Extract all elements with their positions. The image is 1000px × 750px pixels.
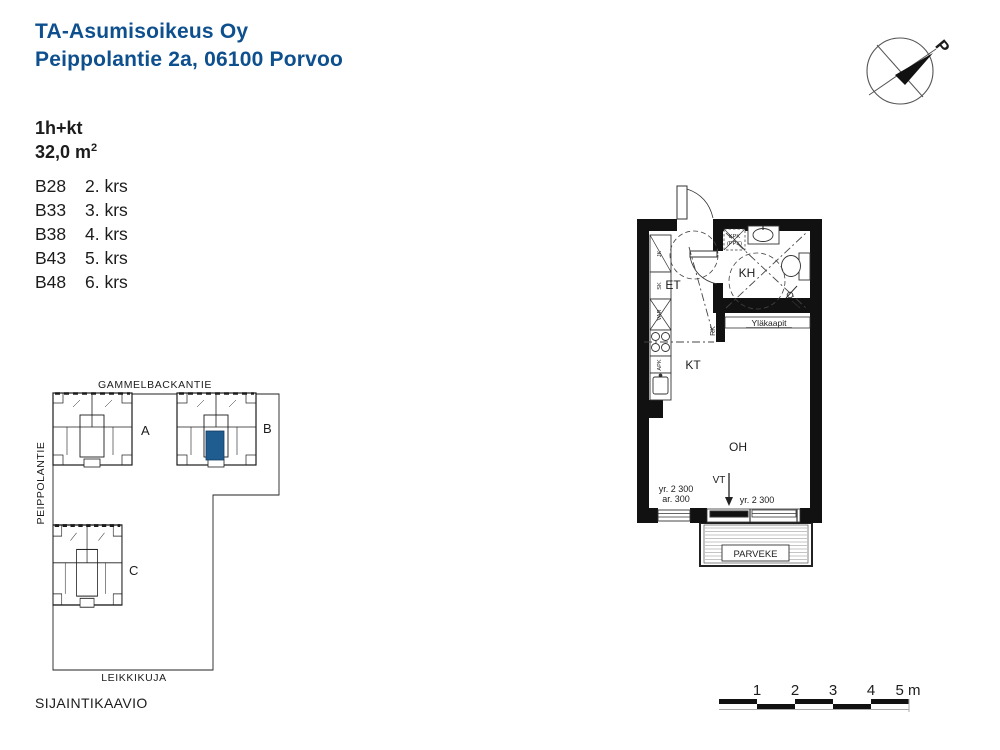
building-c-footprint	[53, 525, 122, 607]
building-b-label: B	[263, 421, 272, 436]
north-label: P	[931, 36, 954, 58]
room-label-et: ET	[665, 278, 681, 292]
unit-code: B28	[35, 176, 67, 196]
document-title	[35, 18, 343, 74]
site-plan-caption: SIJAINTIKAAVIO	[35, 695, 148, 711]
scale-bar	[700, 668, 935, 728]
unit-code: B38	[35, 224, 67, 244]
floor-plan	[620, 175, 840, 575]
building-a-footprint	[53, 393, 132, 467]
scale-tick-1: 1	[752, 682, 762, 699]
balcony-door-dim: yr. 2 300	[739, 495, 775, 505]
unit-list	[35, 174, 128, 294]
company-name: TA-Asumisoikeus Oy	[35, 20, 249, 43]
upper-cabinets-label: Yläkaapit	[751, 318, 787, 328]
street-left-label: PEIPPOLANTIE	[35, 441, 47, 525]
balcony-label: PARVEKE	[733, 549, 778, 560]
apartment-type: 1h+kt	[35, 118, 83, 138]
dishwasher-label: APK	[657, 359, 663, 371]
highlighted-unit	[206, 431, 224, 460]
area-exponent: 2	[91, 142, 98, 154]
unit-floor: 4. krs	[85, 224, 128, 244]
upper-cabinets	[725, 317, 810, 328]
escape-route-label: VT	[712, 475, 726, 486]
unit-code: B33	[35, 200, 67, 220]
unit-row	[35, 270, 128, 294]
window-head-dim: yr. 2 300	[658, 484, 694, 494]
electrical-panel-label: RK	[710, 326, 717, 336]
scale-tick-5: 5 m	[895, 682, 921, 699]
balcony	[700, 523, 812, 566]
scale-tick-2: 2	[790, 682, 800, 699]
north-arrow-icon	[855, 15, 975, 125]
unit-code: B48	[35, 272, 67, 292]
windows	[658, 509, 800, 522]
cabinet-label: SK	[657, 282, 663, 290]
ppk-label: (PPK)	[727, 241, 742, 247]
site-plan	[25, 370, 295, 695]
unit-row	[35, 174, 128, 198]
escape-route-arrow	[725, 473, 733, 506]
scale-tick-3: 3	[828, 682, 838, 699]
reservation-label: VAR	[657, 309, 663, 321]
apartment-area: 32,0 $m^2$	[35, 142, 98, 162]
unit-floor: 5. krs	[85, 248, 128, 268]
unit-floor: 6. krs	[85, 272, 128, 292]
street-bottom-label: LEIKKIKUJA	[101, 672, 167, 684]
kpk-label: KPK	[728, 234, 741, 240]
unit-row	[35, 222, 128, 246]
fridge-label: JK	[657, 250, 663, 258]
unit-row	[35, 198, 128, 222]
room-label-kt: KT	[685, 358, 701, 372]
room-label-kh: KH	[738, 266, 756, 280]
building-c-label: C	[129, 563, 139, 578]
unit-code: B43	[35, 248, 67, 268]
address-line: Peippolantie 2a, 06100 Porvoo	[35, 48, 344, 71]
unit-row	[35, 246, 128, 270]
unit-floor: 2. krs	[85, 176, 128, 196]
bathroom-door	[690, 251, 717, 284]
room-label-oh: OH	[729, 440, 747, 454]
entrance-door	[677, 186, 713, 219]
unit-floor: 3. krs	[85, 200, 128, 220]
street-top-label: GAMMELBACKANTIE	[97, 379, 213, 391]
window-sill-dim: ar. 300	[662, 494, 690, 504]
building-a-label: A	[141, 423, 150, 438]
scale-tick-4: 4	[866, 682, 876, 699]
